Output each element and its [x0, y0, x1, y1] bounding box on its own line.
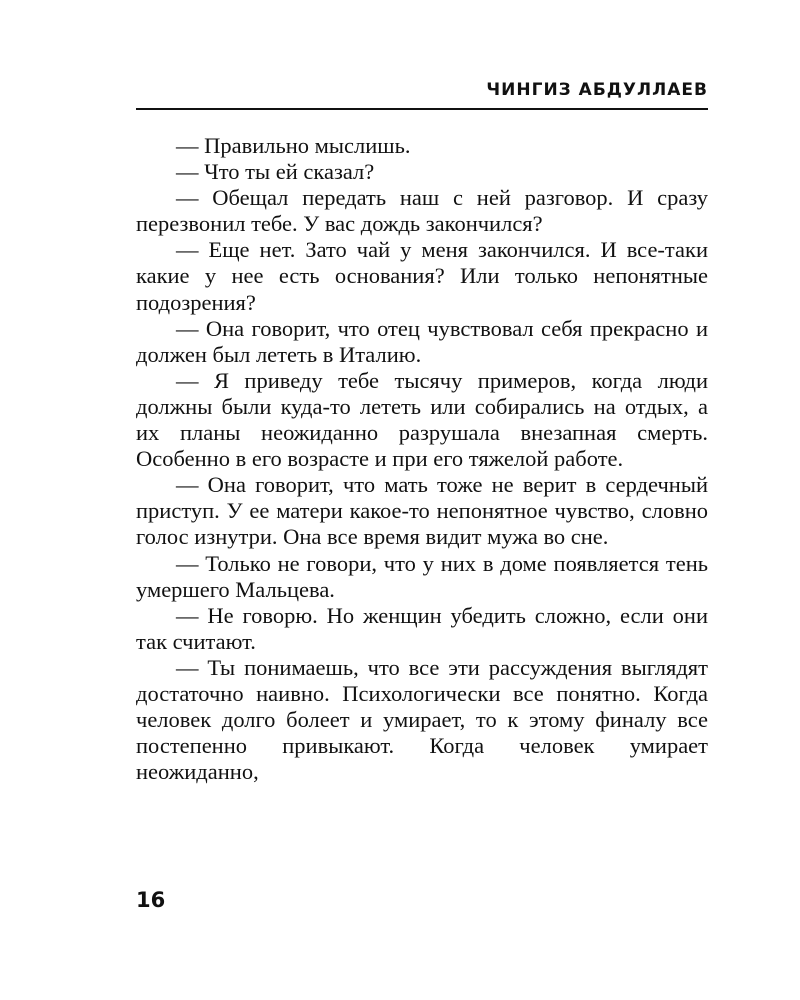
- paragraph: — Я приведу тебе тысячу примеров, когда люди должны были куда-то лететь или собирались на отдых, а их планы неожиданно разрушала внезапная смерть. Особенно в его возрасте и при его тяжелой работе.: [136, 367, 708, 472]
- paragraph: — Что ты ей сказал?: [176, 159, 375, 185]
- paragraph: — Обещал передать наш с ней разговор. И сразу перезвонил тебе. У вас дождь закончился?: [136, 185, 708, 237]
- paragraph: — Она говорит, что отец чувствовал себя прекрасно и должен был лететь в Италию.: [136, 315, 708, 367]
- running-head: ЧИНГИЗ АБДУЛЛАЕВ: [486, 80, 708, 100]
- paragraph: — Еще нет. Зато чай у меня закончился. И все-таки какие у нее есть основания? Или только непонятные подозрения?: [136, 237, 708, 315]
- header-rule: [136, 108, 708, 110]
- paragraph: — Правильно мыслишь.: [176, 133, 411, 158]
- paragraph: — Не говорю. Но женщин убедить сложно, если они так считают.: [136, 602, 708, 654]
- paragraph: — Только не говори, что у них в доме появляется тень умершего Мальцева.: [136, 550, 708, 602]
- paragraph: — Она говорит, что мать тоже не верит в сердечный приступ. У ее матери какое-то непонятное чувство, словно голос изнутри. Она все время видит мужа во сне.: [136, 472, 708, 550]
- page-number: 16: [136, 888, 166, 912]
- paragraph: — Ты понимаешь, что все эти рассуждения выглядят достаточно наивно. Психологически все понятно. Когда человек долго болеет и умирает, то к этому финалу все постепенно привыкают. Когда человек умирает неожиданно,: [136, 654, 708, 785]
- page-body: [136, 133, 708, 785]
